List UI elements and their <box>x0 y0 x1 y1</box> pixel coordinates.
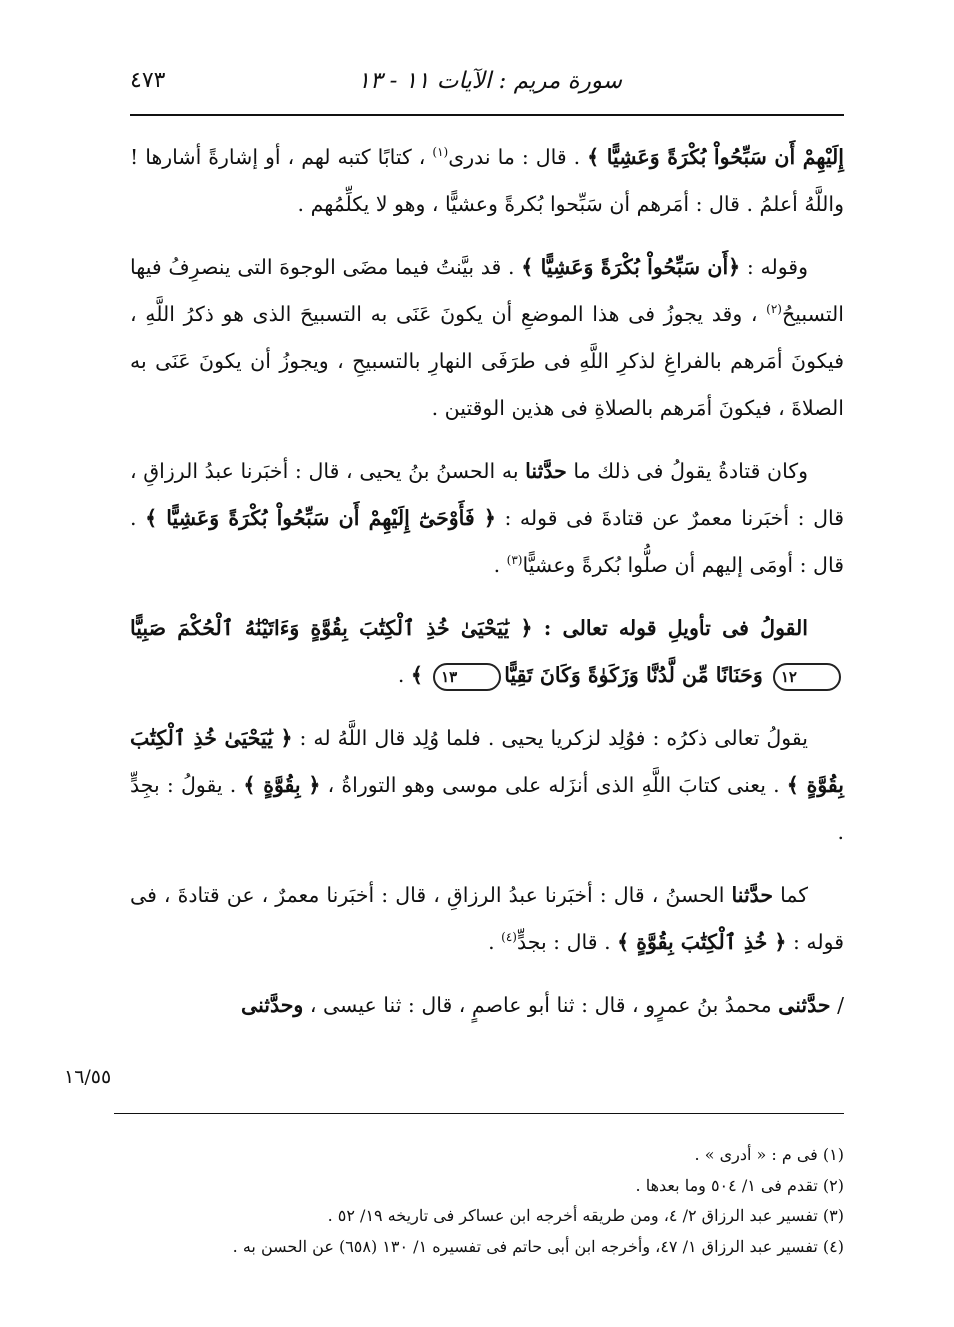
text-span: . <box>397 663 411 687</box>
footnote: (١) فى م : « أدرى » . <box>694 1145 844 1164</box>
text-span: وكان قتادةُ يقولُ فى ذلك ما <box>566 459 808 483</box>
quran-quote: ﴿أَن سَبِّحُواْ بُكْرَةً وَعَشِيًّا ﴾ <box>521 255 741 279</box>
text-span: . <box>488 930 502 954</box>
text-span: به الحسنُ بنُ يحيى ، قال : أخبَرنا عبدُ الرزاقِ ، قال : أخبَرنا معمرٌ عن قتادةَ فى قوله : <box>130 459 845 530</box>
footnote: (٣) تفسير عبد الرزاق ٢/ ٤، ومن طريقه أخرجه ابن عساكر فى تاريخه ١٩/ ٥٢ . <box>327 1206 844 1225</box>
paragraph-6 <box>130 872 844 966</box>
text-span: . قال : بجدٍّ <box>516 930 618 954</box>
margin-volume-reference: ١٦/٥٥ <box>64 1066 112 1088</box>
footnote-ref[interactable]: (٤) <box>501 930 517 945</box>
text-span: . قال : أومَى إليهم أن صلُّوا بُكرةً وعشيًّا <box>130 506 844 577</box>
footnote: (٢) تقدم فى ١/ ٥٠٤ وما بعدها . <box>635 1175 844 1195</box>
footnotes <box>130 1140 844 1262</box>
quran-quote: ﴿ فَأَوْحَىٰٓ إِلَيْهِمْ أَن سَبِّحُواْ بُكْرَةً وَعَشِيًّا ﴾ <box>145 506 496 530</box>
footnote-ref[interactable]: (١) <box>432 145 449 160</box>
header-rule <box>130 114 844 116</box>
isnad-keyword: وحدَّثنى <box>241 993 304 1017</box>
paragraph-3 <box>130 448 844 589</box>
isnad-keyword: حدَّثنا <box>731 883 774 907</box>
text-span: . يعنى كتابَ اللَّهِ الذى أنزَله على موسى وهو التوراةُ ، <box>320 773 787 797</box>
running-title: سورة مريم : الآيات ١١ - ١٣ <box>357 68 622 94</box>
quran-quote: وَحَنَانًا مِّن لَّدُنَّا وَزَكَوٰةً وَكَانَ تَقِيًّا <box>504 663 770 687</box>
text-span: وقوله : <box>740 255 809 279</box>
quran-quote: إِلَيْهِمْ أَن سَبِّحُواْ بُكْرَةً وَعَشِيًّا ﴾ <box>587 145 844 169</box>
paragraph-7 <box>130 982 844 1029</box>
text-span: ، كتابًا كتبه لهم ، أو إشارةً أشارها ! واللَّهُ أعلمُ . قال : أمَرهم أن سَبِّحوا بُكرةً وعشيًّا ، وهو لا يكلِّمُهم . <box>130 145 844 216</box>
quran-quote: ﴿ خُذِ ٱلْكِتَٰبَ بِقُوَّةٍ ﴾ <box>617 930 787 954</box>
paragraph-5 <box>130 715 844 856</box>
main-text <box>130 134 844 1045</box>
isnad-keyword: حدَّثنا <box>525 459 567 483</box>
text-span: ، وقد يجوزُ فى هذا الموضعِ أن يكونَ عَنَى به التسبيحَ الذى هو ذكرُ اللَّهِ ، فيكونَ أمَرهم بالفراغِ لذكرِ اللَّهِ فى طرَفَى النهارِ بالتسبيحِ ، ويجوزُ أن يكونَ عَنَى به الصلاةَ ، فيكونَ أمَرهم بالصلاةِ فى هذين الوقتين . <box>130 302 844 420</box>
paragraph-4-heading <box>130 605 844 699</box>
ayah-number-marker: ١٣ <box>433 663 501 691</box>
paragraph-1 <box>130 134 844 228</box>
text-span: . <box>493 553 507 577</box>
ayah-number-marker: ١٢ <box>773 663 841 691</box>
text-span: كما <box>773 883 809 907</box>
page-header <box>128 60 842 108</box>
paragraph-2 <box>130 244 844 432</box>
footnote-ref[interactable]: (٣) <box>506 553 523 568</box>
footnote-ref[interactable]: (٢) <box>766 302 782 317</box>
text-span: . يقولُ : بجِدٍّ . <box>130 773 844 844</box>
footnote: (٤) تفسير عبد الرزاق ١/ ٤٧، وأخرجه ابن أبى حاتم فى تفسيره ١/ ١٣٠ (٦٥٨) عن الحسن به . <box>232 1236 844 1256</box>
text-span: الحسنُ ، قال : أخبَرنا عبدُ الرزاقِ ، قال : أخبَرنا معمرٌ ، عن قتادةَ ، فى قوله : <box>130 883 844 954</box>
section-heading: القولُ فى تأويلِ قوله تعالى : <box>532 616 808 640</box>
text-span: يقولُ تعالى ذكرُه : فوُلِد لزكريا يحيى . فلما وُلِد قال اللَّهُ له : <box>292 726 808 750</box>
text-span: . قال : ما ندرى <box>448 145 588 169</box>
quran-quote: ﴿ يَٰيَحْيَىٰ خُذِ ٱلْكِتَٰبَ بِقُوَّةٍ وَءَاتَيْنَٰهُ ٱلْحُكْمَ صَبِيًّا <box>130 616 533 640</box>
page-number: ٤٧٣ <box>130 68 166 93</box>
text-span: . قد بيَّنتُ فيما مضَى الوجوهَ التى ينصرِفُ فيها التسبيحُ <box>130 255 844 326</box>
quran-quote: ﴿ بِقُوَّةٍ ﴾ <box>243 773 321 797</box>
text-span: / <box>830 993 844 1017</box>
footnote-rule <box>114 1113 844 1114</box>
quran-quote: ﴿ يَٰيَحْيَىٰ خُذِ ٱلْكِتَٰبَ بِقُوَّةٍ ﴾ <box>130 726 844 797</box>
quran-quote: ﴾ <box>410 663 431 687</box>
text-span: محمدُ بنُ عمرٍو ، قال : ثنا أبو عاصمٍ ، قال : ثنا عيسى ، <box>303 993 779 1017</box>
isnad-keyword: حدَّثنى <box>778 993 831 1017</box>
